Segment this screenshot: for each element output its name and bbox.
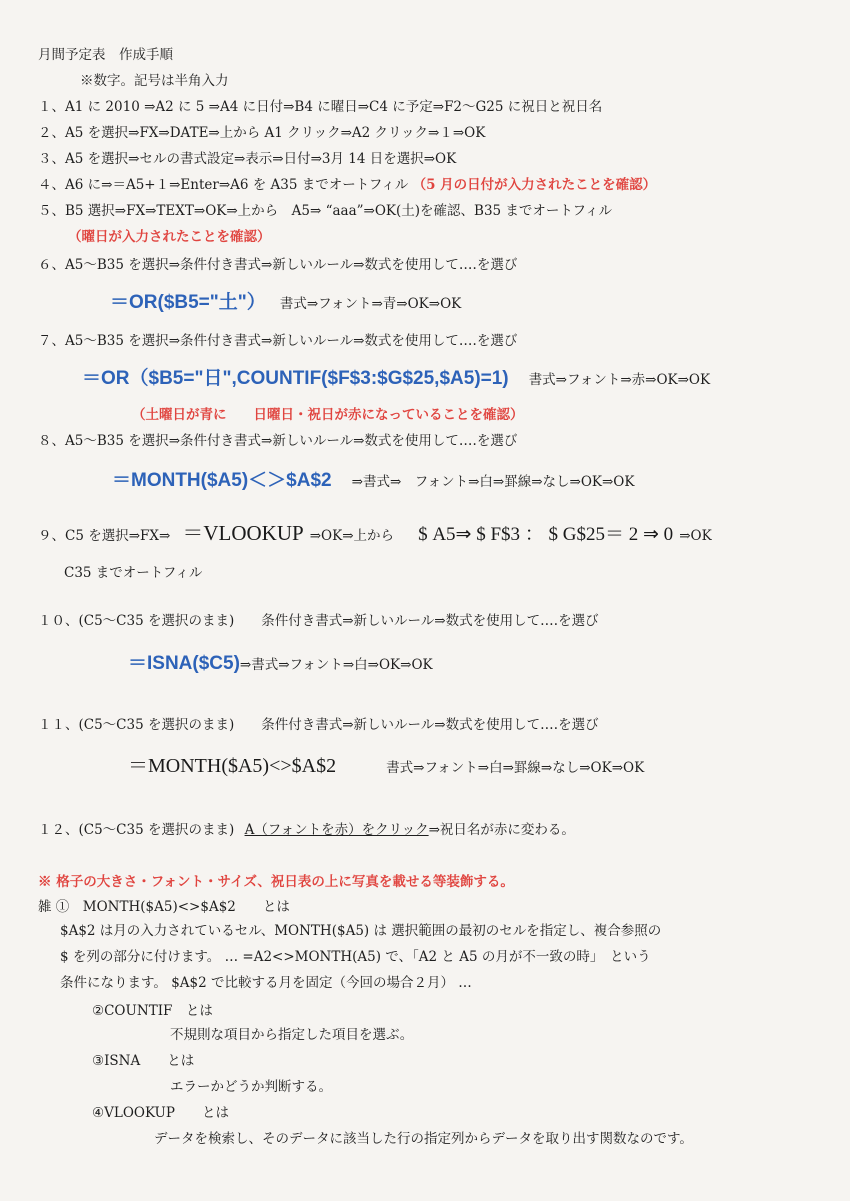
step-6: ６、A5～B35 を選択⇒条件付き書式⇒新しいルール⇒数式を使用して‥‥を選び [38,257,518,273]
misc-4: 条件になります。 $A$2 で比較する月を固定（今回の場合２月） … [60,975,472,991]
step-11-formula-line [128,754,644,778]
step-7-action: 書式⇒フォント⇒赤⇒OK⇒OK [528,372,711,388]
step-8-formula-line [112,468,634,493]
step-4-note: （5 月の日付が入力されたことを確認） [412,177,657,193]
page-title: 月間予定表 作成手順 [38,47,173,63]
step-9-b: ⇒OK⇒上から [309,528,395,544]
misc-3: $ を列の部分に付けます。 … =A2<>MONTH(A5) で、「A2 と A5 の月が不一致の時」 という [60,949,651,965]
countif-heading: ②COUNTIF とは [92,1003,213,1019]
step-2: ２、A5 を選択⇒FX⇒DATE⇒上から A1 クリック⇒A2 クリック⇒１⇒OK [38,125,486,141]
step-7-note: （土曜日が青に 日曜日・祝日が赤になっていることを確認） [132,407,524,423]
step-9-a: ９、C5 を選択⇒FX⇒ [38,528,171,544]
step-8-action: ⇒書式⇒ フォント⇒白⇒罫線⇒なし⇒OK⇒OK [351,474,635,490]
step-9 [38,521,712,547]
step-7: ７、A5～B35 を選択⇒条件付き書式⇒新しいルール⇒数式を使用して‥‥を選び [38,333,518,349]
step-4 [38,176,656,194]
step-12-a: １２、(C5～C35 を選択のまま) [38,822,235,838]
step-5: ５、B5 選択⇒FX⇒TEXT⇒OK⇒上から A5⇒ “aaa”⇒OK(土)を確認、B35 までオートフィル [38,203,612,219]
step-5-note: （曜日が入力されたことを確認） [68,229,271,245]
step-9-args: $ A5⇒ $ F$3 ： $ G$25＝ 2 ⇒ 0 [418,524,674,545]
step-10-formula: ＝ISNA($C5) [128,653,240,674]
step-10-formula-line [128,651,433,676]
step-6-formula: ＝OR($B5="土"） [110,292,266,313]
isna-description: エラーかどうか判断する。 [170,1079,332,1095]
misc-2: $A$2 は月の入力されているセル、MONTH($A5) は 選択範囲の最初のセルを指定し、複合参照の [60,923,662,939]
step-6-formula-line [110,290,461,315]
isna-heading: ③ISNA とは [92,1053,195,1069]
step-3: ３、A5 を選択⇒セルの書式設定⇒表示⇒日付⇒3月 14 日を選択⇒OK [38,151,457,167]
input-note: ※数字。記号は半角入力 [80,73,229,89]
step-12-c: ⇒祝日名が赤に変わる。 [428,822,575,838]
step-9-ok: ⇒OK [679,528,712,544]
step-7-formula: ＝OR（$B5="日",COUNTIF($F$3:$G$25,$A5)=1) [82,368,509,389]
decoration-note: ※ 格子の大きさ・フォント・サイズ、祝日表の上に写真を載せる等装飾する。 [38,874,514,890]
step-11-formula: ＝MONTH($A5)<>$A$2 [128,755,337,777]
step-9-autofill: C35 までオートフィル [64,565,203,581]
step-8-formula: ＝MONTH($A5)＜＞$A$2 [112,470,332,491]
step-10: １０、(C5～C35 を選択のまま) 条件付き書式⇒新しいルール⇒数式を使用して‥‥を選び [38,613,599,629]
step-12 [38,821,575,839]
step-1: １、A1 に 2010 ⇒A2 に 5 ⇒A4 に日付⇒B4 に曜日⇒C4 に予定⇒F2～G25 に祝日と祝日名 [38,99,603,115]
step-4-text: ４、A6 に⇒＝A5+１⇒Enter⇒A6 を A35 までオートフィル [38,177,409,193]
step-12-b: A（フォントを赤）をクリック [244,822,429,838]
step-10-action: ⇒書式⇒フォント⇒白⇒OK⇒OK [239,657,433,673]
step-6-action: 書式⇒フォント⇒青⇒OK⇒OK [279,296,462,312]
vlookup-description: データを検索し、そのデータに該当した行の指定列からデータを取り出す関数なのです。 [154,1131,693,1147]
step-11: １１、(C5～C35 を選択のまま) 条件付き書式⇒新しいルール⇒数式を使用して‥‥を選び [38,717,599,733]
vlookup-heading: ④VLOOKUP とは [92,1105,230,1121]
step-8: ８、A5～B35 を選択⇒条件付き書式⇒新しいルール⇒数式を使用して‥‥を選び [38,433,518,449]
step-7-formula-line [82,366,710,391]
countif-description: 不規則な項目から指定した項目を選ぶ。 [170,1027,414,1043]
step-9-formula: ＝VLOOKUP [182,521,304,545]
misc-1: 雑 ① MONTH($A5)<>$A$2 とは [38,899,290,915]
step-11-action: 書式⇒フォント⇒白⇒罫線⇒なし⇒OK⇒OK [386,760,645,776]
